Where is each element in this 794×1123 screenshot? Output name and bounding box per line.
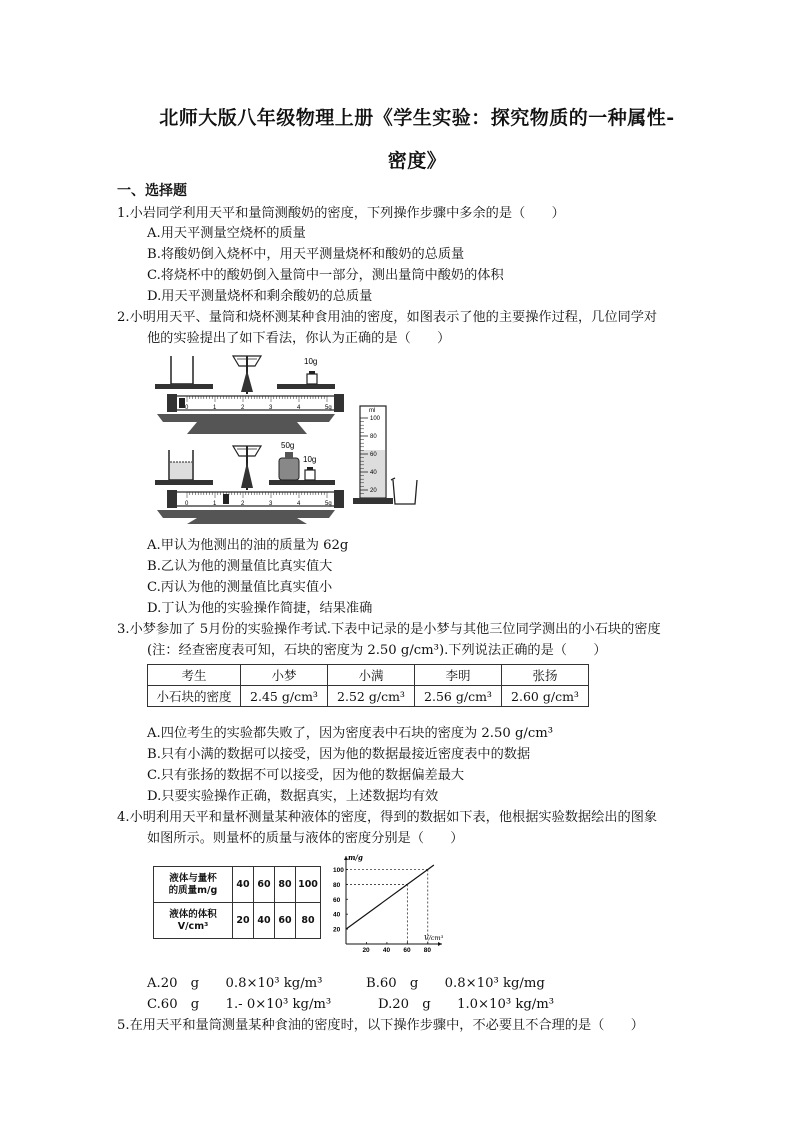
empty-beaker: [171, 356, 193, 384]
scale-tick-label: 5g: [325, 405, 332, 411]
balance-base: [157, 414, 335, 434]
table-header: 张扬: [502, 665, 589, 686]
table-cell: 40: [233, 867, 254, 903]
q3-option-c: C.只有张扬的数据不可以接受，因为他的数据偏差最大: [147, 768, 465, 783]
scale-tick-label: 4: [297, 405, 301, 411]
row-label: 液体的体积: [169, 908, 217, 920]
right-pan-2: [269, 480, 335, 485]
weight-label-10g: 10g: [303, 455, 317, 464]
table-cell: 60: [275, 903, 296, 939]
weight-10g-bottom: [305, 470, 315, 480]
q3-option-a: A.四位考生的实验都失败了，因为密度表中石块的密度为 2.50 g/cm³: [147, 726, 554, 741]
x-tick-label: 20: [362, 947, 370, 954]
q2-option-b: B.乙认为他的测量值比真实值大: [147, 559, 333, 574]
table-cell: 2.52 g/cm³: [328, 686, 415, 707]
q4-option-d: D.20 g 1.0×10³ kg/m³: [378, 997, 555, 1012]
y-tick-label: 80: [333, 881, 341, 889]
q4-option-c: C.60 g 1.- 0×10³ kg/m³: [147, 997, 332, 1012]
table-cell: 100: [296, 867, 321, 903]
row-label: 液体与量杯: [169, 872, 217, 884]
q1-option-c: C.将烧杯中的酸奶倒入量筒中一部分，测出量筒中酸奶的体积: [147, 268, 504, 283]
cylinder-tick-label: 100: [370, 416, 381, 422]
table-cell: 20: [233, 903, 254, 939]
x-tick-label: 60: [403, 947, 411, 954]
scale-tick-label: 1: [213, 405, 217, 411]
measuring-cylinder: [353, 406, 417, 504]
q4-option-a: A.20 g 0.8×10³ kg/m³: [147, 976, 323, 991]
table-header: 小满: [328, 665, 415, 686]
table-header: 考生: [148, 665, 241, 686]
x-axis-label: V/cm³: [424, 934, 444, 942]
top-balance: [155, 356, 344, 434]
balance-figure: [147, 348, 422, 526]
q1-option-b: B.将酸奶倒入烧杯中，用天平测量烧杯和酸奶的总质量: [147, 247, 465, 262]
y-tick-label: 60: [333, 896, 341, 904]
table-row: [154, 903, 321, 939]
scale-beam: [175, 396, 335, 410]
q2-option-c: C.丙认为他的测量值比真实值小: [147, 580, 333, 595]
q5-stem: 5.在用天平和量筒测量某种食油的密度时，以下操作步骤中，不必要且不合理的是（ ）: [117, 1018, 644, 1033]
cylinder-tick-label: 20: [370, 488, 377, 494]
y-axis-label: m/g: [348, 853, 363, 862]
liquid-data-table: [153, 866, 321, 939]
left-pan-2: [155, 480, 213, 485]
q1-stem: 1.小岩同学利用天平和量筒测酸奶的密度，下列操作步骤中多余的是（ ）: [117, 206, 565, 221]
q1-option-a: A.用天平测量空烧杯的质量: [147, 226, 306, 241]
table-cell: 2.56 g/cm³: [415, 686, 502, 707]
density-table: [147, 664, 589, 707]
cylinder-unit: ml: [369, 408, 376, 414]
page-title-line2: 密度》: [387, 150, 447, 172]
small-beaker: [393, 480, 417, 504]
table-cell: 2.45 g/cm³: [241, 686, 328, 707]
y-tick-label: 100: [333, 866, 344, 874]
q3-option-b: B.只有小满的数据可以接受，因为他的数据最接近密度表中的数据: [147, 747, 531, 762]
table-header: 小梦: [241, 665, 328, 686]
q2-option-d: D.丁认为他的实验操作简捷，结果准确: [147, 601, 373, 616]
table-row: [154, 867, 321, 903]
q3-stem-line1: 3.小梦参加了 5月份的实验操作考试.下表中记录的是小梦与其他三位同学测出的小石块的密度: [117, 622, 661, 637]
weight-label-50g: 50g: [281, 441, 295, 450]
q4-stem-line1: 4.小明利用天平和量杯测量某种液体的密度，得到的数据如下表，他根据实验数据绘出的图象: [117, 810, 658, 825]
table-cell: 80: [275, 867, 296, 903]
section-heading: 一、选择题: [117, 183, 187, 199]
x-tick-label: 40: [382, 947, 391, 954]
weight-label-top: 10g: [304, 357, 318, 366]
mass-volume-chart: [332, 852, 452, 960]
row-label: V/cm³: [177, 920, 209, 932]
table-cell: 80: [296, 903, 321, 939]
table-cell: 60: [254, 867, 275, 903]
balance-post: [241, 370, 253, 392]
q2-stem-line2: 他的实验提出了如下看法，你认为正确的是（ ）: [147, 331, 451, 346]
q1-option-d: D.用天平测量烧杯和剩余酸奶的总质量: [147, 289, 373, 304]
table-cell: 2.60 g/cm³: [502, 686, 589, 707]
x-axis-arrow: [438, 942, 442, 946]
table-row: [148, 686, 589, 707]
y-tick-label: 20: [333, 926, 341, 934]
series-line: [346, 869, 428, 929]
x-tick-label: 80: [423, 947, 432, 954]
scale-tick-label: 2: [241, 405, 245, 411]
q3-option-d: D.只要实验操作正确，数据真实，上述数据均有效: [147, 789, 439, 804]
q2-option-a: A.甲认为他测出的油的质量为 62g: [147, 538, 349, 553]
row-label: 的质量m/g: [168, 884, 218, 896]
q3-stem-line2: (注：经查密度表可知，石块的密度为 2.50 g/cm³).下列说法正确的是（ ）: [147, 643, 607, 658]
scale-tick-label: 3: [269, 501, 273, 507]
scale-tick-label: 4: [297, 501, 301, 507]
scale-tick-label: 3: [269, 405, 273, 411]
scale-tick-label: 0: [185, 405, 189, 411]
scale-tick-label: 0: [185, 501, 189, 507]
y-tick-label: 40: [333, 911, 341, 919]
table-cell: 小石块的密度: [148, 686, 241, 707]
q4-stem-line2: 如图所示。则量杯的质量与液体的密度分别是（ ）: [147, 831, 464, 846]
right-pan: [277, 384, 335, 389]
weight-10g-top: [307, 374, 317, 384]
cylinder-tick-label: 80: [370, 434, 377, 440]
q2-stem-line1: 2.小明用天平、量筒和烧杯测某种食用油的密度，如图表示了他的主要操作过程，几位同学对: [117, 310, 658, 325]
scale-tick-label: 1: [213, 501, 217, 507]
table-cell: 40: [254, 903, 275, 939]
table-header: 李明: [415, 665, 502, 686]
cylinder-tick-label: 60: [370, 452, 377, 458]
bottom-balance: [155, 441, 344, 524]
weight-50g: [279, 458, 299, 480]
table-row: [148, 665, 589, 686]
left-pan: [155, 384, 213, 389]
scale-tick-label: 2: [241, 501, 245, 507]
q4-option-b: B.60 g 0.8×10³ kg/mg: [366, 976, 545, 991]
scale-tick-label: 5g: [325, 501, 332, 507]
rider-2: [223, 494, 229, 504]
series-line-extension: [428, 865, 434, 869]
cylinder-tick-label: 40: [370, 470, 377, 476]
page-title-line1: 北师大版八年级物理上册《学生实验：探究物质的一种属性-: [159, 107, 675, 129]
oil-liquid: [170, 462, 192, 479]
